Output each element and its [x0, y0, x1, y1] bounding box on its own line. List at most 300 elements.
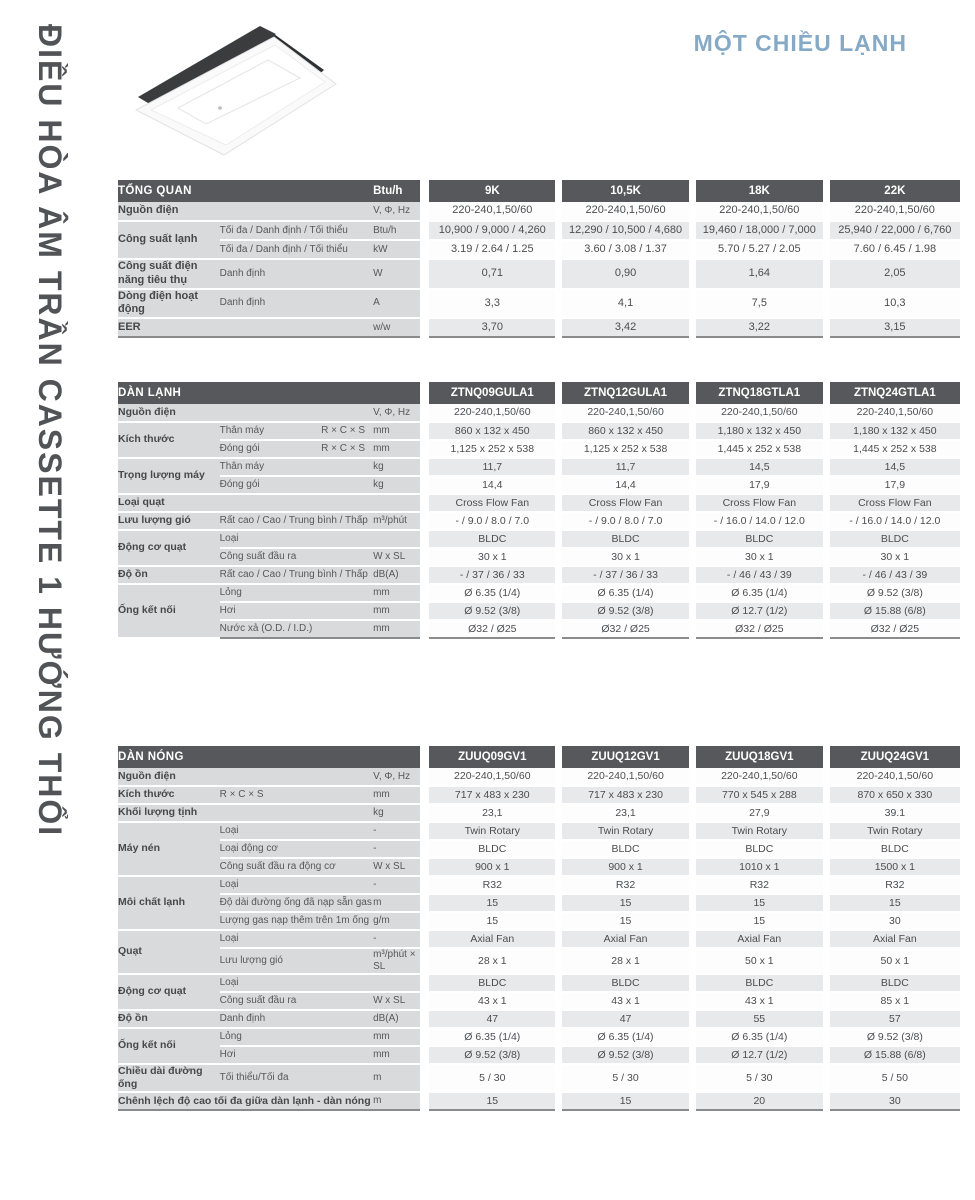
row-label: Độ ồn [118, 566, 220, 584]
cell-value: Ø32 / Ø25 [559, 620, 693, 638]
cell-value: 43 x 1 [559, 992, 693, 1010]
row-label: Chênh lệch độ cao tối đa giữa dàn lạnh - dàn nóng [118, 1092, 373, 1110]
cell-value: Twin Rotary [692, 822, 826, 840]
row-unit: V, Φ, Hz [373, 768, 425, 786]
table-title: DÀN LẠNH [118, 382, 373, 404]
row-unit: A [373, 289, 425, 319]
cell-value: Ø 15.88 (6/8) [826, 602, 960, 620]
cell-value: 30 [826, 1092, 960, 1110]
row-unit: m [373, 1092, 425, 1110]
cell-value: 39.1 [826, 804, 960, 822]
row-label: Kích thước [118, 786, 220, 804]
row-label: Nguồn điện [118, 404, 220, 422]
row-unit: dB(A) [373, 566, 425, 584]
row-sublabel: Lưu lượng gió [220, 948, 373, 974]
column-header-model: 10,5K [559, 180, 693, 202]
row-unit: dB(A) [373, 1010, 425, 1028]
cell-value: BLDC [826, 974, 960, 992]
cell-value: 860 x 132 x 450 [425, 422, 559, 440]
row-unit: m³/phút [373, 512, 425, 530]
row-sublabel: Tối đa / Danh định / Tối thiểu [220, 221, 373, 240]
cell-value: 27,9 [692, 804, 826, 822]
row-unit: W x SL [373, 548, 425, 566]
cell-value: Axial Fan [692, 930, 826, 948]
table-row [118, 1092, 960, 1110]
column-header-model: 9K [425, 180, 559, 202]
table-row [118, 840, 960, 858]
row-sublabel: Tối thiểu/Tối đa [220, 1064, 373, 1092]
cell-value: 30 x 1 [425, 548, 559, 566]
column-header-model: ZUUQ09GV1 [425, 746, 559, 768]
cell-value: 3,70 [425, 318, 559, 337]
cell-value: 220-240,1,50/60 [559, 202, 693, 221]
cell-value: BLDC [826, 840, 960, 858]
unit-header: Btu/h [373, 180, 425, 202]
cell-value: BLDC [692, 530, 826, 548]
cell-value: 30 x 1 [559, 548, 693, 566]
cell-value: 220-240,1,50/60 [425, 202, 559, 221]
row-unit: mm [373, 584, 425, 602]
cell-value: Ø 12.7 (1/2) [692, 1046, 826, 1064]
cell-value: Axial Fan [425, 930, 559, 948]
row-label: Máy nén [118, 822, 220, 876]
cell-value: Ø 9.52 (3/8) [425, 1046, 559, 1064]
vertical-page-title: ĐIỀU HÒA ÂM TRẦN CASSETTE 1 HƯỚNG THỔI [32, 24, 68, 838]
row-unit: V, Φ, Hz [373, 404, 425, 422]
cell-value: Ø 15.88 (6/8) [826, 1046, 960, 1064]
row-unit: m [373, 894, 425, 912]
cell-value: 220-240,1,50/60 [425, 404, 559, 422]
cell-value: 15 [559, 912, 693, 930]
cell-value: 5.70 / 5.27 / 2.05 [692, 240, 826, 259]
row-sublabel: Hơi [220, 1046, 373, 1064]
table-row [118, 512, 960, 530]
table-row [118, 584, 960, 602]
cell-value: BLDC [425, 974, 559, 992]
cell-value: 50 x 1 [826, 948, 960, 974]
row-unit: W [373, 259, 425, 289]
cell-value: R32 [425, 876, 559, 894]
cell-value: 5 / 30 [559, 1064, 693, 1092]
column-header-model: ZUUQ12GV1 [559, 746, 693, 768]
cell-value: 23,1 [559, 804, 693, 822]
cell-value: Ø32 / Ø25 [826, 620, 960, 638]
row-sublabel: Lỏng [220, 584, 373, 602]
cell-value: 10,3 [826, 289, 960, 319]
cell-value: Axial Fan [826, 930, 960, 948]
row-sublabel: Thân máy [220, 458, 373, 476]
product-image-cassette-unit [128, 12, 428, 162]
cell-value: 870 x 650 x 330 [826, 786, 960, 804]
cell-value: 15 [559, 1092, 693, 1110]
cell-value: 1,125 x 252 x 538 [559, 440, 693, 458]
cell-value: 47 [425, 1010, 559, 1028]
row-unit: mm [373, 620, 425, 638]
cell-value: - / 16.0 / 14.0 / 12.0 [692, 512, 826, 530]
table-header-row [118, 746, 960, 768]
row-label: Lưu lượng gió [118, 512, 220, 530]
table-row [118, 894, 960, 912]
table-row [118, 530, 960, 548]
cell-value: - / 37 / 36 / 33 [559, 566, 693, 584]
category-label: MỘT CHIỀU LẠNH [693, 30, 907, 56]
table-row [118, 974, 960, 992]
cell-value: R32 [559, 876, 693, 894]
row-unit: W x SL [373, 858, 425, 876]
cell-value: 0,71 [425, 259, 559, 289]
row-unit: mm [373, 1028, 425, 1046]
table-row [118, 458, 960, 476]
spec-table-overview [118, 180, 960, 338]
cell-value: 25,940 / 22,000 / 6,760 [826, 221, 960, 240]
table-row [118, 440, 960, 458]
table-header-row [118, 180, 960, 202]
table-row [118, 948, 960, 974]
cell-value: 1,180 x 132 x 450 [826, 422, 960, 440]
row-unit: mm [373, 602, 425, 620]
row-unit: Btu/h [373, 221, 425, 240]
cell-value: 43 x 1 [692, 992, 826, 1010]
cell-value: 14,5 [692, 458, 826, 476]
row-sublabel: Rất cao / Cao / Trung bình / Thấp [220, 566, 373, 584]
cell-value: 1,125 x 252 x 538 [425, 440, 559, 458]
row-sublabel: Danh định [220, 289, 373, 319]
cell-value: 15 [692, 912, 826, 930]
panel-center-dot [218, 106, 222, 110]
cell-value: 30 x 1 [692, 548, 826, 566]
row-sublabel: Đóng gói [220, 476, 373, 494]
row-sublabel: Công suất đầu ra [220, 548, 373, 566]
cell-value: Twin Rotary [559, 822, 693, 840]
cell-value: Ø 6.35 (1/4) [425, 1028, 559, 1046]
cell-value: 28 x 1 [559, 948, 693, 974]
cell-value: 12,290 / 10,500 / 4,680 [559, 221, 693, 240]
cell-value: 15 [425, 894, 559, 912]
row-label: Động cơ quạt [118, 974, 220, 1010]
cell-value: 14,4 [425, 476, 559, 494]
column-header-model: 18K [692, 180, 826, 202]
row-sublabel [220, 202, 373, 221]
cell-value: 19,460 / 18,000 / 7,000 [692, 221, 826, 240]
row-sublabel: Công suất đầu ra động cơ [220, 858, 373, 876]
cell-value: Ø 9.52 (3/8) [826, 1028, 960, 1046]
table-row [118, 912, 960, 930]
row-label: Trọng lượng máy [118, 458, 220, 494]
row-unit: mm [373, 422, 425, 440]
cell-value: Twin Rotary [425, 822, 559, 840]
cell-value: 860 x 132 x 450 [559, 422, 693, 440]
row-unit: g/m [373, 912, 425, 930]
cell-value: BLDC [692, 974, 826, 992]
cell-value: Ø32 / Ø25 [425, 620, 559, 638]
cell-value: 1,180 x 132 x 450 [692, 422, 826, 440]
cell-value: 220-240,1,50/60 [826, 768, 960, 786]
cell-value: 3,22 [692, 318, 826, 337]
row-label: Dòng điện hoạt động [118, 289, 220, 319]
column-header-model: ZUUQ18GV1 [692, 746, 826, 768]
table-row [118, 494, 960, 512]
cell-value: Axial Fan [559, 930, 693, 948]
cell-value: - / 9.0 / 8.0 / 7.0 [425, 512, 559, 530]
table-row [118, 992, 960, 1010]
cell-value: - / 46 / 43 / 39 [826, 566, 960, 584]
table-row [118, 822, 960, 840]
table-row [118, 930, 960, 948]
cell-value: 57 [826, 1010, 960, 1028]
table-row [118, 202, 960, 221]
cell-value: 5 / 50 [826, 1064, 960, 1092]
row-unit [373, 494, 425, 512]
row-label: Loại quạt [118, 494, 220, 512]
cell-value: Ø 6.35 (1/4) [692, 584, 826, 602]
row-label: Công suất lạnh [118, 221, 220, 259]
table-row [118, 548, 960, 566]
cell-value: Ø 9.52 (3/8) [826, 584, 960, 602]
cell-value: - / 9.0 / 8.0 / 7.0 [559, 512, 693, 530]
cell-value: 1010 x 1 [692, 858, 826, 876]
row-label: Chiều dài đường ống [118, 1064, 220, 1092]
cell-value: BLDC [425, 530, 559, 548]
row-sublabel: Đóng gói R × C × S [220, 440, 373, 458]
cell-value: Cross Flow Fan [826, 494, 960, 512]
cell-value: 220-240,1,50/60 [425, 768, 559, 786]
cell-value: Ø 9.52 (3/8) [559, 1046, 693, 1064]
cell-value: 15 [559, 894, 693, 912]
cell-value: BLDC [559, 530, 693, 548]
cell-value: 220-240,1,50/60 [826, 404, 960, 422]
row-sublabel: Độ dài đường ống đã nạp sẵn gas [220, 894, 373, 912]
cell-value: Ø32 / Ø25 [692, 620, 826, 638]
cell-value: 220-240,1,50/60 [559, 768, 693, 786]
table-row [118, 1028, 960, 1046]
row-sublabel [220, 804, 373, 822]
row-sublabel: Lượng gas nạp thêm trên 1m ống [220, 912, 373, 930]
row-sublabel: Loại [220, 974, 373, 992]
cell-value: 717 x 483 x 230 [559, 786, 693, 804]
cell-value: 3,42 [559, 318, 693, 337]
cell-value: R32 [692, 876, 826, 894]
row-unit [373, 530, 425, 548]
row-unit: W x SL [373, 992, 425, 1010]
table-row [118, 804, 960, 822]
row-label: Nguồn điện [118, 202, 220, 221]
table-row [118, 876, 960, 894]
cell-value: Ø 9.52 (3/8) [425, 602, 559, 620]
row-unit: kg [373, 476, 425, 494]
cell-value: 900 x 1 [425, 858, 559, 876]
row-sublabel: R × C × S [220, 786, 373, 804]
row-sublabel [220, 404, 373, 422]
table-row [118, 786, 960, 804]
cell-value: BLDC [425, 840, 559, 858]
column-header-model: ZTNQ18GTLA1 [692, 382, 826, 404]
cell-value: 17,9 [826, 476, 960, 494]
cell-value: 7,5 [692, 289, 826, 319]
cell-value: Ø 6.35 (1/4) [559, 1028, 693, 1046]
cell-value: Ø 12.7 (1/2) [692, 602, 826, 620]
row-unit: - [373, 822, 425, 840]
table-row [118, 476, 960, 494]
cell-value: Twin Rotary [826, 822, 960, 840]
cell-value: 220-240,1,50/60 [559, 404, 693, 422]
row-unit: kg [373, 804, 425, 822]
row-label: Môi chất lạnh [118, 876, 220, 930]
table-row [118, 1064, 960, 1092]
table-row [118, 768, 960, 786]
cell-value: 3.60 / 3.08 / 1.37 [559, 240, 693, 259]
row-label: Khối lượng tịnh [118, 804, 220, 822]
row-sublabel: Nước xả (O.D. / I.D.) [220, 620, 373, 638]
table-row [118, 1046, 960, 1064]
row-unit [373, 974, 425, 992]
spec-table-outdoor-unit [118, 746, 960, 1111]
row-unit: - [373, 876, 425, 894]
cell-value: 900 x 1 [559, 858, 693, 876]
cell-value: 43 x 1 [425, 992, 559, 1010]
cell-value: 1,64 [692, 259, 826, 289]
row-unit: mm [373, 440, 425, 458]
table-row [118, 620, 960, 638]
cell-value: 1,445 x 252 x 538 [826, 440, 960, 458]
cell-value: 14,5 [826, 458, 960, 476]
cell-value: 7.60 / 6.45 / 1.98 [826, 240, 960, 259]
cell-value: 47 [559, 1010, 693, 1028]
cell-value: 220-240,1,50/60 [692, 768, 826, 786]
cell-value: 28 x 1 [425, 948, 559, 974]
row-sublabel: Danh định [220, 1010, 373, 1028]
table-row [118, 602, 960, 620]
cell-value: 15 [692, 894, 826, 912]
cell-value: Ø 9.52 (3/8) [559, 602, 693, 620]
row-sublabel: Hơi [220, 602, 373, 620]
row-label: EER [118, 318, 220, 337]
row-sublabel: Loại [220, 930, 373, 948]
table-row [118, 1010, 960, 1028]
cell-value: BLDC [559, 840, 693, 858]
table-row [118, 259, 960, 289]
table-row [118, 566, 960, 584]
cell-value: 15 [826, 894, 960, 912]
cell-value: 4,1 [559, 289, 693, 319]
cell-value: 1500 x 1 [826, 858, 960, 876]
cell-value: 5 / 30 [425, 1064, 559, 1092]
cell-value: 23,1 [425, 804, 559, 822]
row-label: Ống kết nối [118, 1028, 220, 1064]
cell-value: 2,05 [826, 259, 960, 289]
row-unit: m³/phút × SL [373, 948, 425, 974]
cell-value: 10,900 / 9,000 / 4,260 [425, 221, 559, 240]
row-label: Động cơ quạt [118, 530, 220, 566]
row-label: Nguồn điện [118, 768, 220, 786]
row-label: Kích thước [118, 422, 220, 458]
cell-value: BLDC [559, 974, 693, 992]
cell-value: BLDC [826, 530, 960, 548]
cell-value: 220-240,1,50/60 [692, 404, 826, 422]
cell-value: - / 46 / 43 / 39 [692, 566, 826, 584]
table-row [118, 318, 960, 337]
table-row [118, 221, 960, 240]
cell-value: Ø 6.35 (1/4) [559, 584, 693, 602]
row-sublabel: Loại [220, 876, 373, 894]
cell-value: 3,15 [826, 318, 960, 337]
cell-value: 3.19 / 2.64 / 1.25 [425, 240, 559, 259]
unit-header [373, 746, 425, 768]
cell-value: Cross Flow Fan [559, 494, 693, 512]
table-header-row [118, 382, 960, 404]
row-sublabel [220, 494, 373, 512]
table-row [118, 422, 960, 440]
row-unit: V, Φ, Hz [373, 202, 425, 221]
cell-value: Cross Flow Fan [692, 494, 826, 512]
cell-value: 20 [692, 1092, 826, 1110]
row-unit: kg [373, 458, 425, 476]
cell-value: 55 [692, 1010, 826, 1028]
cell-value: 717 x 483 x 230 [425, 786, 559, 804]
cell-value: 15 [425, 1092, 559, 1110]
row-unit: mm [373, 786, 425, 804]
row-sublabel: Loại [220, 530, 373, 548]
cell-value: R32 [826, 876, 960, 894]
column-header-model: ZTNQ12GULA1 [559, 382, 693, 404]
cell-value: 17,9 [692, 476, 826, 494]
cell-value: Ø 6.35 (1/4) [692, 1028, 826, 1046]
cell-value: 220-240,1,50/60 [826, 202, 960, 221]
cell-value: Ø 6.35 (1/4) [425, 584, 559, 602]
row-unit: mm [373, 1046, 425, 1064]
cell-value: 11,7 [559, 458, 693, 476]
row-label: Quạt [118, 930, 220, 974]
row-sublabel: Loại [220, 822, 373, 840]
row-unit: w/w [373, 318, 425, 337]
cell-value: 30 [826, 912, 960, 930]
row-unit: - [373, 930, 425, 948]
row-unit: kW [373, 240, 425, 259]
row-label: Độ ồn [118, 1010, 220, 1028]
cell-value: 30 x 1 [826, 548, 960, 566]
row-sublabel: Rất cao / Cao / Trung bình / Thấp [220, 512, 373, 530]
cell-value: 11,7 [425, 458, 559, 476]
row-sublabel: Thân máy R × C × S [220, 422, 373, 440]
row-label: Ống kết nối [118, 584, 220, 638]
column-header-model: ZTNQ24GTLA1 [826, 382, 960, 404]
cell-value: Cross Flow Fan [425, 494, 559, 512]
cell-value: 5 / 30 [692, 1064, 826, 1092]
table-title: TỔNG QUAN [118, 180, 373, 202]
row-sublabel: Lỏng [220, 1028, 373, 1046]
row-sublabel: Tối đa / Danh định / Tối thiểu [220, 240, 373, 259]
cell-value: 85 x 1 [826, 992, 960, 1010]
row-unit: - [373, 840, 425, 858]
cell-value: 770 x 545 x 288 [692, 786, 826, 804]
row-label: Công suất điện năng tiêu thụ [118, 259, 220, 289]
row-sublabel: Công suất đầu ra [220, 992, 373, 1010]
table-row [118, 240, 960, 259]
table-row [118, 289, 960, 319]
row-sublabel [220, 318, 373, 337]
cell-value: - / 37 / 36 / 33 [425, 566, 559, 584]
table-row [118, 404, 960, 422]
table-row [118, 858, 960, 876]
cell-value: - / 16.0 / 14.0 / 12.0 [826, 512, 960, 530]
table-title: DÀN NÓNG [118, 746, 373, 768]
cell-value: 14,4 [559, 476, 693, 494]
cell-value: 0,90 [559, 259, 693, 289]
cell-value: 50 x 1 [692, 948, 826, 974]
row-unit: m [373, 1064, 425, 1092]
column-header-model: ZUUQ24GV1 [826, 746, 960, 768]
row-sublabel [220, 768, 373, 786]
cell-value: 1,445 x 252 x 538 [692, 440, 826, 458]
